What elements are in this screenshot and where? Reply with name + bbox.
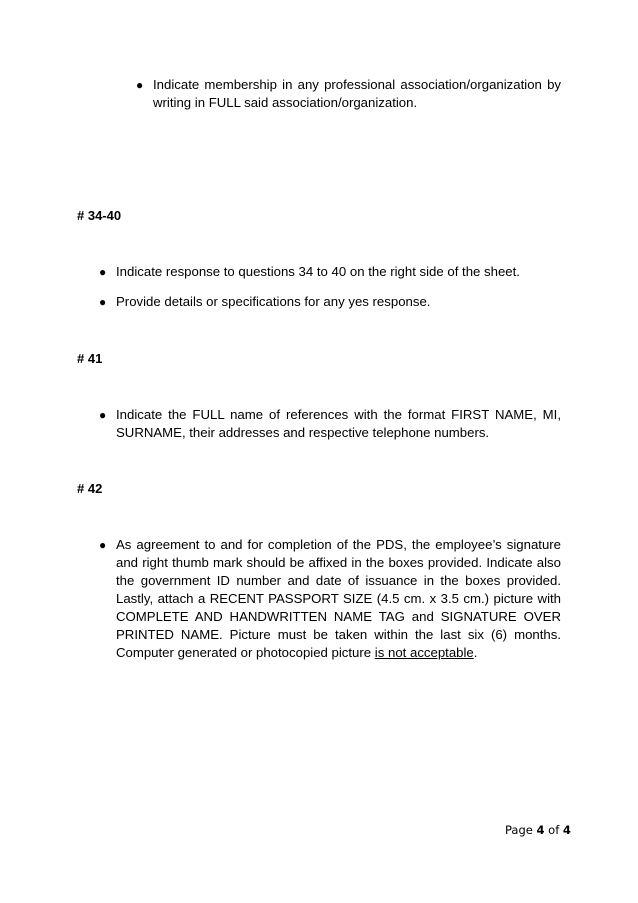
q34-40-bullet-2 — [99, 293, 561, 311]
q34-40-bullet-1 — [99, 263, 561, 281]
footer-page-word: Page — [505, 823, 533, 837]
q42-bullet — [99, 536, 561, 662]
section-heading-41: # 41 — [77, 351, 103, 366]
section-heading-34-40: # 34-40 — [77, 208, 122, 223]
membership-bullet — [136, 76, 561, 112]
q42-text-main: As agreement to and for completion of the PDS, the employee’s signature and right thumb mark should be affixed in the boxes provided. Indicate also the government ID number and date of issuance in the boxes provided. Lastly, attach a RECENT PASSPORT SIZE (4.5 cm. x 3.5 cm.) picture with COMPLETE AND HANDWRITTEN NAME TAG and SIGNATURE OVER PRINTED NAME. Picture must be taken within the last six (6) months. Computer generated or photocopied picture — [116, 537, 561, 660]
footer-current-page: 4 — [536, 823, 545, 837]
q42-text-underlined: is not acceptable — [374, 645, 474, 660]
footer-total-pages: 4 — [562, 823, 571, 837]
page-footer — [505, 823, 571, 837]
bullet-dot: ● — [99, 265, 107, 279]
bullet-dot: ● — [99, 538, 107, 552]
q41-bullet — [99, 406, 561, 442]
q42-text — [99, 536, 561, 662]
q34-40-text-1: Indicate response to questions 34 to 40 on the right side of the sheet. — [116, 264, 520, 279]
bullet-dot: ● — [99, 295, 107, 309]
q41-text: Indicate the FULL name of references with the format FIRST NAME, MI, SURNAME, their addresses and respective telephone numbers. — [116, 407, 561, 440]
bullet-dot: ● — [136, 78, 144, 92]
section-heading-42: # 42 — [77, 481, 103, 496]
membership-text: Indicate membership in any professional association/organization by writing in FULL said association/organization. — [153, 77, 561, 110]
footer-of-word: of — [548, 823, 560, 837]
q34-40-text-2: Provide details or specifications for any yes response. — [116, 294, 431, 309]
q42-text-end: . — [473, 645, 478, 660]
bullet-dot: ● — [99, 408, 107, 422]
